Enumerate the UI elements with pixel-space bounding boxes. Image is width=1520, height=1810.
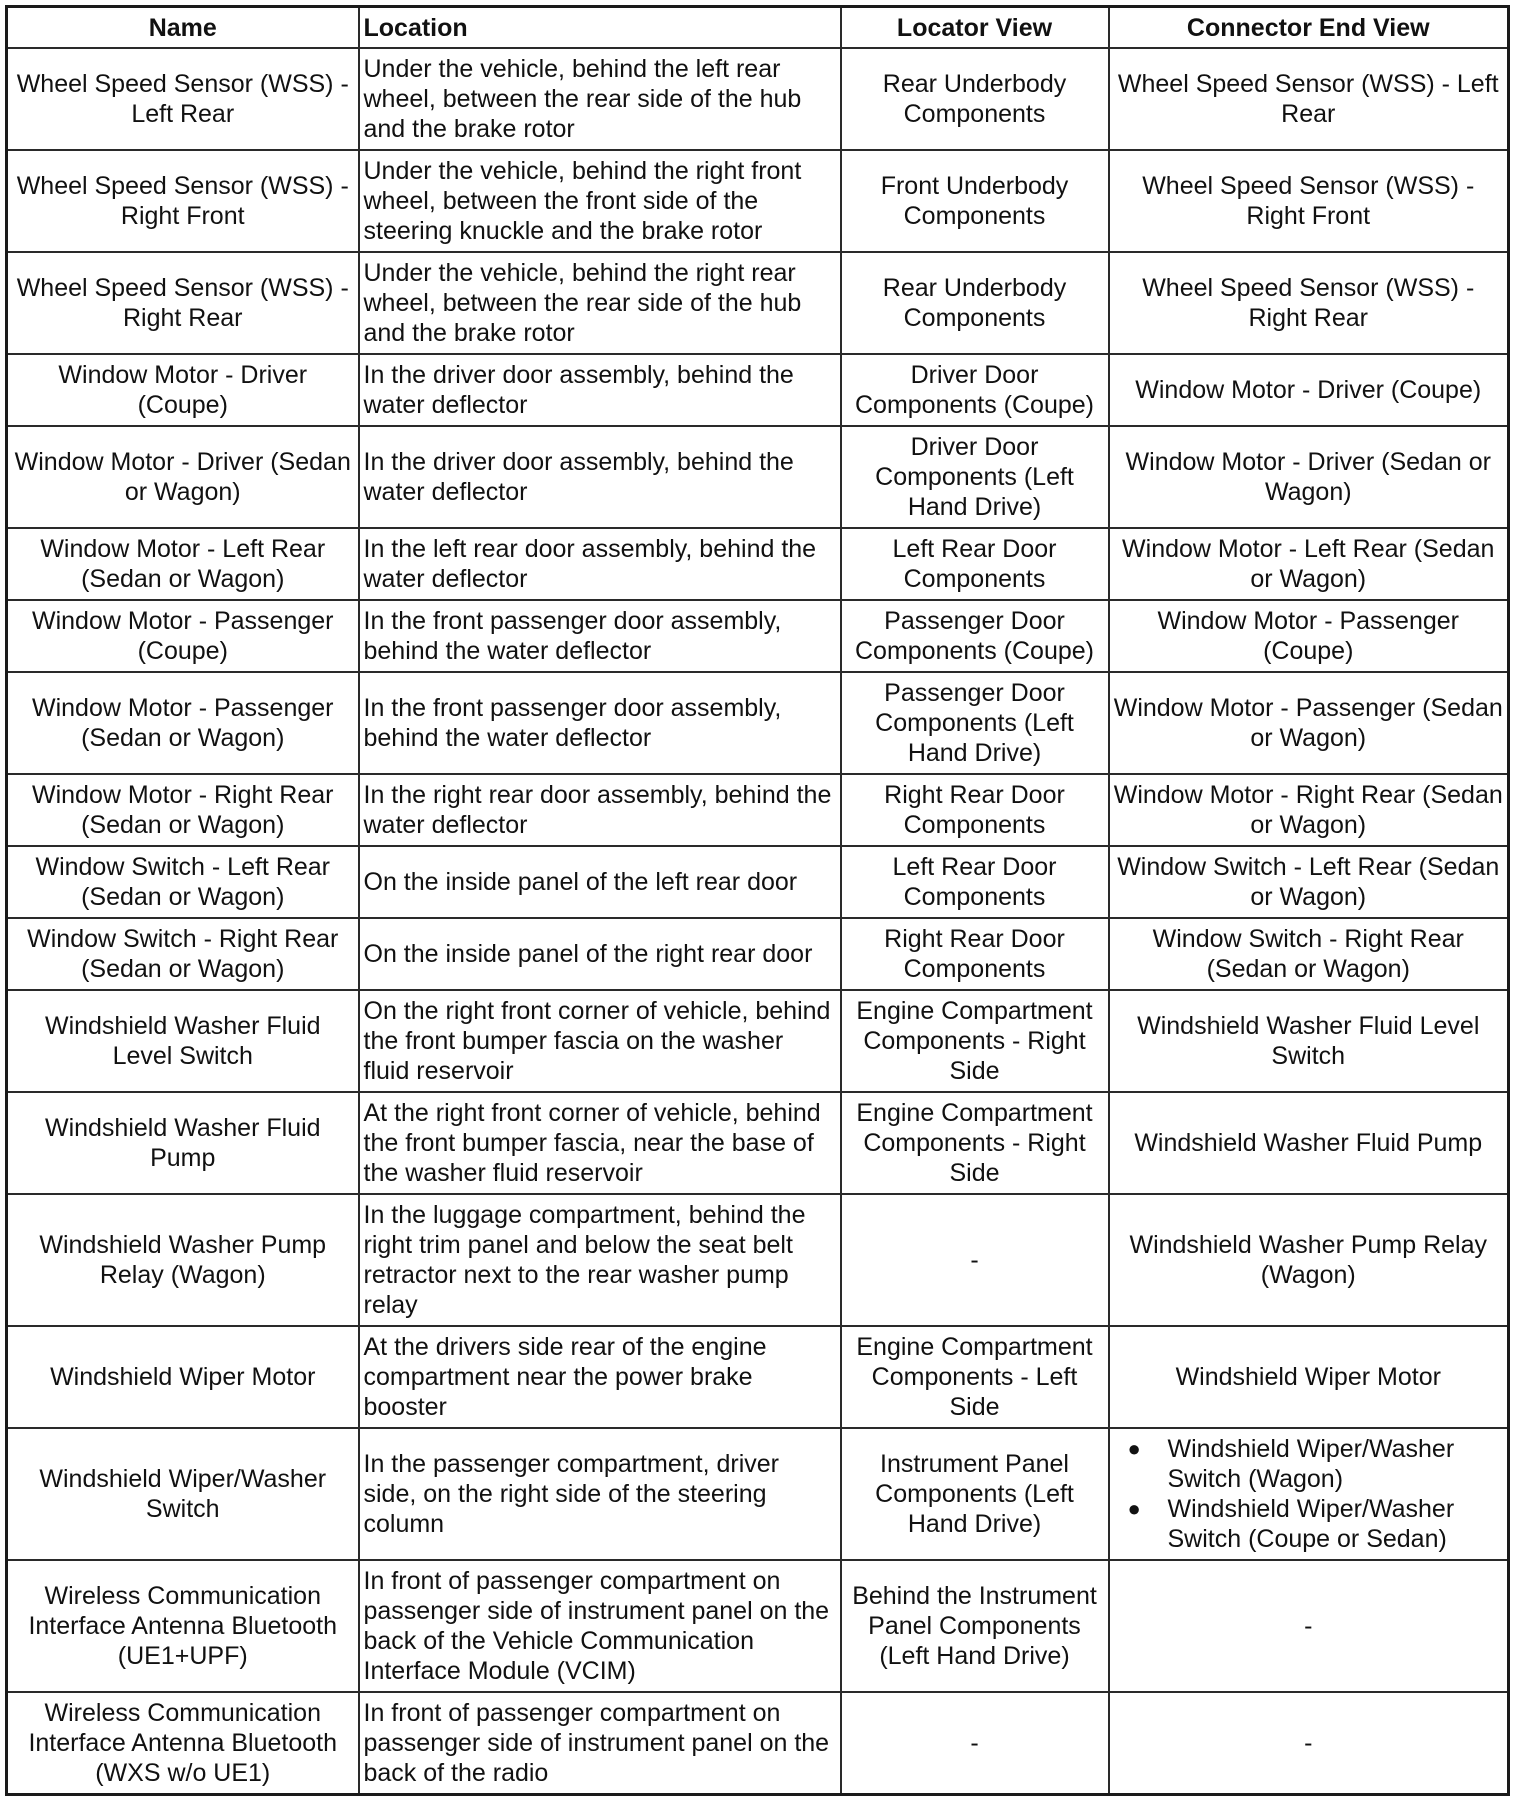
table-row [7, 1326, 1509, 1428]
connector-end-view-cell [1109, 1692, 1509, 1794]
location-cell: Under the vehicle, behind the left rear wheel, between the rear side of the hub and the brake rotor [359, 48, 841, 150]
connector-end-view-cell [1109, 1326, 1509, 1428]
header-name: Name [7, 7, 359, 49]
name-cell: Window Motor - Left Rear (Sedan or Wagon) [7, 528, 359, 600]
connector-end-view-text: Window Motor - Passenger (Sedan or Wagon) [1113, 694, 1503, 752]
location-cell: At the right front corner of vehicle, behind the front bumper fascia, near the base of the washer fluid reservoir [359, 1092, 841, 1194]
connector-end-view-text: Wheel Speed Sensor (WSS) - Right Rear [1142, 274, 1475, 332]
locator-view-cell: Driver Door Components (Coupe) [841, 354, 1109, 426]
connector-end-view-cell [1109, 600, 1509, 672]
name-cell: Windshield Washer Pump Relay (Wagon) [7, 1194, 359, 1326]
locator-view-cell: - [841, 1692, 1109, 1794]
connector-end-view-text: - [1304, 1612, 1313, 1640]
table-body [7, 48, 1509, 1794]
location-cell: In the left rear door assembly, behind the water deflector [359, 528, 841, 600]
name-cell: Wireless Communication Interface Antenna Bluetooth (WXS w/o UE1) [7, 1692, 359, 1794]
locator-view-cell: - [841, 1194, 1109, 1326]
connector-end-view-cell [1109, 426, 1509, 528]
connector-end-view-text: Window Motor - Left Rear (Sedan or Wagon) [1122, 535, 1495, 593]
table-row [7, 1092, 1509, 1194]
name-cell: Windshield Wiper Motor [7, 1326, 359, 1428]
name-cell: Window Motor - Driver (Sedan or Wagon) [7, 426, 359, 528]
table-row [7, 150, 1509, 252]
connector-end-view-cell [1109, 918, 1509, 990]
location-cell: In the front passenger door assembly, behind the water deflector [359, 672, 841, 774]
connector-end-view-cell [1109, 354, 1509, 426]
location-cell: In the front passenger door assembly, behind the water deflector [359, 600, 841, 672]
table-row [7, 774, 1509, 846]
location-cell: Under the vehicle, behind the right front wheel, between the front side of the steering knuckle and the brake rotor [359, 150, 841, 252]
table-row [7, 48, 1509, 150]
table-row [7, 600, 1509, 672]
location-cell: Under the vehicle, behind the right rear wheel, between the rear side of the hub and the brake rotor [359, 252, 841, 354]
locator-view-cell: Instrument Panel Components (Left Hand Drive) [841, 1428, 1109, 1560]
header-row [7, 7, 1509, 49]
connector-end-view-cell [1109, 528, 1509, 600]
header-locator-view: Locator View [841, 7, 1109, 49]
name-cell: Wheel Speed Sensor (WSS) - Right Front [7, 150, 359, 252]
name-cell: Window Motor - Passenger (Coupe) [7, 600, 359, 672]
name-cell: Window Motor - Passenger (Sedan or Wagon) [7, 672, 359, 774]
table-row [7, 1692, 1509, 1794]
locator-view-cell: Right Rear Door Components [841, 774, 1109, 846]
connector-end-view-text: Window Switch - Right Rear (Sedan or Wagon) [1152, 925, 1464, 983]
connector-end-view-cell [1109, 1194, 1509, 1326]
connector-end-view-cell [1109, 48, 1509, 150]
name-cell: Windshield Wiper/Washer Switch [7, 1428, 359, 1560]
table-row [7, 1194, 1509, 1326]
connector-end-view-text: - [1304, 1728, 1313, 1757]
locator-view-cell: Passenger Door Components (Left Hand Drive) [841, 672, 1109, 774]
connector-end-view-text: Window Motor - Right Rear (Sedan or Wagon) [1113, 781, 1503, 839]
connector-end-view-cell [1109, 1560, 1509, 1692]
connector-end-view-text: Window Motor - Driver (Coupe) [1135, 376, 1482, 404]
locator-view-cell: Engine Compartment Components - Left Side [841, 1326, 1109, 1428]
name-cell: Window Motor - Driver (Coupe) [7, 354, 359, 426]
name-cell: Wheel Speed Sensor (WSS) - Right Rear [7, 252, 359, 354]
locator-view-cell: Front Underbody Components [841, 150, 1109, 252]
table-row [7, 426, 1509, 528]
location-cell: On the inside panel of the left rear door [359, 846, 841, 918]
connector-end-view-cell [1109, 672, 1509, 774]
name-cell: Window Switch - Right Rear (Sedan or Wagon) [7, 918, 359, 990]
connector-end-view-list-item: ● Windshield Wiper/Washer Switch (Coupe or Sedan) [1128, 1494, 1504, 1554]
table-row [7, 354, 1509, 426]
table-row [7, 1428, 1509, 1560]
connector-end-view-cell [1109, 990, 1509, 1092]
location-cell: At the drivers side rear of the engine compartment near the power brake booster [359, 1326, 841, 1428]
connector-end-view-text: Windshield Washer Pump Relay (Wagon) [1129, 1231, 1488, 1289]
component-locator-table [5, 5, 1510, 1796]
location-cell: In the driver door assembly, behind the water deflector [359, 426, 841, 528]
locator-view-cell: Left Rear Door Components [841, 528, 1109, 600]
header-connector-end-view: Connector End View [1109, 7, 1509, 49]
name-cell: Windshield Washer Fluid Level Switch [7, 990, 359, 1092]
location-cell: In the right rear door assembly, behind the water deflector [359, 774, 841, 846]
locator-view-cell: Behind the Instrument Panel Components (Left Hand Drive) [841, 1560, 1109, 1692]
location-cell: In the luggage compartment, behind the right trim panel and below the seat belt retractor next to the rear washer pump relay [359, 1194, 841, 1326]
table-row [7, 1560, 1509, 1692]
location-cell: In the passenger compartment, driver side, on the right side of the steering column [359, 1428, 841, 1560]
name-cell: Wireless Communication Interface Antenna Bluetooth (UE1+UPF) [7, 1560, 359, 1692]
connector-end-view-text: Window Motor - Passenger (Coupe) [1157, 607, 1459, 665]
locator-view-cell: Rear Underbody Components [841, 48, 1109, 150]
connector-end-view-cell [1109, 150, 1509, 252]
connector-end-view-cell [1109, 846, 1509, 918]
connector-end-view-text: Wheel Speed Sensor (WSS) - Left Rear [1117, 70, 1499, 128]
connector-end-view-cell [1109, 252, 1509, 354]
connector-end-view-text: Wheel Speed Sensor (WSS) - Right Front [1142, 172, 1475, 230]
locator-view-cell: Passenger Door Components (Coupe) [841, 600, 1109, 672]
name-cell: Wheel Speed Sensor (WSS) - Left Rear [7, 48, 359, 150]
location-cell: On the right front corner of vehicle, behind the front bumper fascia on the washer fluid reservoir [359, 990, 841, 1092]
header-location: Location [359, 7, 841, 49]
name-cell: Windshield Washer Fluid Pump [7, 1092, 359, 1194]
locator-view-cell: Engine Compartment Components - Right Side [841, 1092, 1109, 1194]
connector-end-view-list-item: ● Windshield Wiper/Washer Switch (Wagon) [1128, 1434, 1504, 1494]
table-row [7, 918, 1509, 990]
locator-view-cell: Driver Door Components (Left Hand Drive) [841, 426, 1109, 528]
connector-end-view-text: Windshield Wiper Motor [1175, 1363, 1441, 1391]
table-row [7, 672, 1509, 774]
table-row [7, 846, 1509, 918]
location-cell: In the driver door assembly, behind the water deflector [359, 354, 841, 426]
connector-end-view-cell [1109, 774, 1509, 846]
location-cell: In front of passenger compartment on passenger side of instrument panel on the back of the Vehicle Communication Interface Module (VCIM) [359, 1560, 841, 1692]
connector-end-view-text: Window Switch - Left Rear (Sedan or Wagon) [1117, 853, 1500, 911]
connector-end-view-list [1114, 1434, 1504, 1554]
locator-view-cell: Engine Compartment Components - Right Side [841, 990, 1109, 1092]
table-row [7, 252, 1509, 354]
name-cell: Window Motor - Right Rear (Sedan or Wagon) [7, 774, 359, 846]
table-row [7, 990, 1509, 1092]
location-cell: On the inside panel of the right rear door [359, 918, 841, 990]
connector-end-view-cell [1109, 1092, 1509, 1194]
location-cell: In front of passenger compartment on passenger side of instrument panel on the back of the radio [359, 1692, 841, 1794]
locator-view-cell: Rear Underbody Components [841, 252, 1109, 354]
connector-end-view-text: Window Motor - Driver (Sedan or Wagon) [1125, 448, 1491, 506]
locator-view-cell: Right Rear Door Components [841, 918, 1109, 990]
connector-end-view-text: Windshield Washer Fluid Pump [1134, 1129, 1483, 1157]
table-row [7, 528, 1509, 600]
connector-end-view-cell [1109, 1428, 1509, 1560]
connector-end-view-text: Windshield Washer Fluid Level Switch [1137, 1012, 1480, 1070]
name-cell: Window Switch - Left Rear (Sedan or Wagon) [7, 846, 359, 918]
locator-view-cell: Left Rear Door Components [841, 846, 1109, 918]
